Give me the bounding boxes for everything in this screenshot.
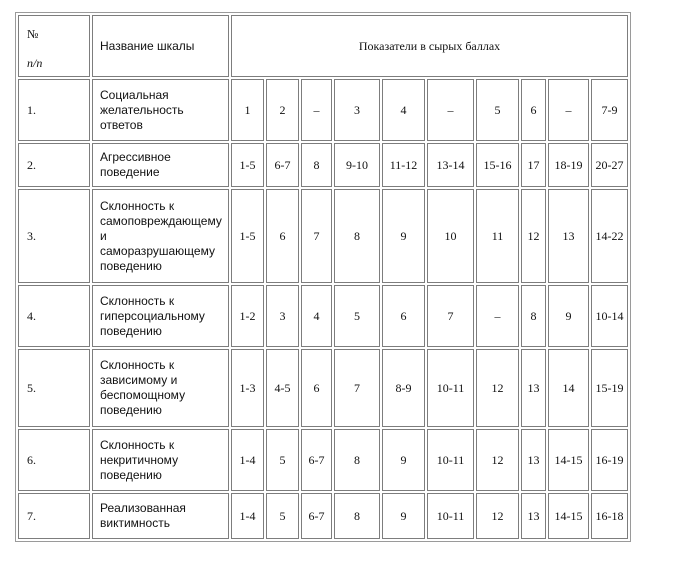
score-cell: 12 bbox=[476, 493, 519, 539]
scale-name-line: поведению bbox=[100, 467, 162, 482]
score-cell: 14-15 bbox=[548, 493, 589, 539]
score-cell: 9 bbox=[382, 189, 425, 283]
score-cell: 12 bbox=[521, 189, 546, 283]
score-cell: 20-27 bbox=[591, 143, 628, 187]
table-row bbox=[18, 285, 628, 347]
score-cell: 15-16 bbox=[476, 143, 519, 187]
score-cell: – bbox=[427, 79, 474, 141]
scale-name bbox=[92, 143, 229, 187]
scale-name bbox=[92, 79, 229, 141]
scale-name-line: желательность bbox=[100, 102, 184, 117]
score-cell: 16-19 bbox=[591, 429, 628, 491]
row-number: 6. bbox=[18, 429, 90, 491]
header-raw-scores: Показатели в сырых баллах bbox=[231, 15, 628, 77]
scale-name-line: саморазрушающему bbox=[100, 243, 215, 258]
score-cell: 5 bbox=[266, 493, 299, 539]
score-cell: 6 bbox=[301, 349, 332, 427]
score-cell: 12 bbox=[476, 429, 519, 491]
row-number: 2. bbox=[18, 143, 90, 187]
score-cell: 1-5 bbox=[231, 143, 264, 187]
score-cell: 8 bbox=[521, 285, 546, 347]
score-cell: 1-4 bbox=[231, 429, 264, 491]
score-cell: 8 bbox=[334, 189, 380, 283]
scale-name-line: Склонность к bbox=[100, 198, 175, 213]
scale-name-line: поведению bbox=[100, 258, 162, 273]
score-cell: 14 bbox=[548, 349, 589, 427]
scale-name bbox=[92, 429, 229, 491]
table-row bbox=[18, 429, 628, 491]
scale-name bbox=[92, 285, 229, 347]
scale-name-line: ответов bbox=[100, 117, 143, 132]
score-cell: 10-11 bbox=[427, 493, 474, 539]
score-cell: 9 bbox=[548, 285, 589, 347]
score-cell: 4-5 bbox=[266, 349, 299, 427]
score-cell: 9-10 bbox=[334, 143, 380, 187]
score-cell: 7 bbox=[427, 285, 474, 347]
score-cell: 9 bbox=[382, 493, 425, 539]
scale-name-line: Склонность к bbox=[100, 437, 175, 452]
score-cell: 6 bbox=[266, 189, 299, 283]
score-cell: 13 bbox=[548, 189, 589, 283]
row-number: 4. bbox=[18, 285, 90, 347]
score-cell: 17 bbox=[521, 143, 546, 187]
score-cell: – bbox=[301, 79, 332, 141]
scale-name-line: Социальная bbox=[100, 87, 169, 102]
score-cell: 3 bbox=[334, 79, 380, 141]
row-number: 3. bbox=[18, 189, 90, 283]
scale-name bbox=[92, 189, 229, 283]
score-cell: 14-22 bbox=[591, 189, 628, 283]
score-cell: 1 bbox=[231, 79, 264, 141]
table-row bbox=[18, 143, 628, 187]
score-cell: 16-18 bbox=[591, 493, 628, 539]
score-cell: 6 bbox=[382, 285, 425, 347]
score-cell: 11 bbox=[476, 189, 519, 283]
header-number-cell bbox=[18, 15, 90, 77]
scores-table bbox=[15, 12, 631, 542]
score-cell: 13 bbox=[521, 429, 546, 491]
table-row bbox=[18, 493, 628, 539]
table-row bbox=[18, 189, 628, 283]
score-cell: 1-5 bbox=[231, 189, 264, 283]
header-scale-name: Название шкалы bbox=[92, 15, 229, 77]
scores-table-container bbox=[15, 12, 631, 542]
table-body bbox=[18, 15, 628, 539]
score-cell: 3 bbox=[266, 285, 299, 347]
score-cell: 12 bbox=[476, 349, 519, 427]
row-number: 5. bbox=[18, 349, 90, 427]
scale-name-line: самоповреждающему bbox=[100, 213, 222, 228]
score-cell: 8 bbox=[334, 493, 380, 539]
score-cell: 13-14 bbox=[427, 143, 474, 187]
scale-name-line: поведение bbox=[100, 165, 160, 179]
score-cell: 13 bbox=[521, 493, 546, 539]
scale-name-line: Склонность к bbox=[100, 293, 175, 308]
header-number-symbol: № bbox=[27, 27, 39, 41]
score-cell: 8-9 bbox=[382, 349, 425, 427]
score-cell: 11-12 bbox=[382, 143, 425, 187]
scale-name-line: беспомощному bbox=[100, 388, 186, 402]
score-cell: 6-7 bbox=[301, 493, 332, 539]
score-cell: 5 bbox=[266, 429, 299, 491]
score-cell: 15-19 bbox=[591, 349, 628, 427]
score-cell: 5 bbox=[476, 79, 519, 141]
score-cell: 7 bbox=[334, 349, 380, 427]
score-cell: 6-7 bbox=[266, 143, 299, 187]
score-cell: 13 bbox=[521, 349, 546, 427]
scale-name-line: зависимому и bbox=[100, 373, 178, 387]
score-cell: 10 bbox=[427, 189, 474, 283]
score-cell: – bbox=[476, 285, 519, 347]
scale-name-line: поведению bbox=[100, 323, 162, 338]
scale-name-line: некритичному bbox=[100, 452, 179, 467]
score-cell: 5 bbox=[334, 285, 380, 347]
score-cell: 10-11 bbox=[427, 349, 474, 427]
score-cell: 8 bbox=[301, 143, 332, 187]
scale-name-line: Реализованная bbox=[100, 501, 186, 515]
score-cell: 9 bbox=[382, 429, 425, 491]
score-cell: 7 bbox=[301, 189, 332, 283]
score-cell: 6 bbox=[521, 79, 546, 141]
score-cell: 14-15 bbox=[548, 429, 589, 491]
score-cell: 7-9 bbox=[591, 79, 628, 141]
scale-name bbox=[92, 349, 229, 427]
score-cell: 4 bbox=[382, 79, 425, 141]
scale-name-line: и bbox=[100, 228, 107, 243]
score-cell: 4 bbox=[301, 285, 332, 347]
score-cell: 10-11 bbox=[427, 429, 474, 491]
score-cell: 1-3 bbox=[231, 349, 264, 427]
header-row bbox=[18, 15, 628, 77]
score-cell: 6-7 bbox=[301, 429, 332, 491]
score-cell: 2 bbox=[266, 79, 299, 141]
score-cell: 18-19 bbox=[548, 143, 589, 187]
scale-name-line: Склонность к bbox=[100, 358, 175, 372]
score-cell: 10-14 bbox=[591, 285, 628, 347]
score-cell: 8 bbox=[334, 429, 380, 491]
header-number-np: п/п bbox=[27, 56, 43, 70]
scale-name-line: виктимность bbox=[100, 516, 170, 530]
table-row bbox=[18, 79, 628, 141]
scale-name-line: поведению bbox=[100, 403, 162, 417]
scale-name-line: гиперсоциальному bbox=[100, 308, 205, 323]
scale-name-line: Агрессивное bbox=[100, 150, 171, 164]
table-row bbox=[18, 349, 628, 427]
score-cell: 1-2 bbox=[231, 285, 264, 347]
score-cell: 1-4 bbox=[231, 493, 264, 539]
score-cell: – bbox=[548, 79, 589, 141]
scale-name bbox=[92, 493, 229, 539]
row-number: 7. bbox=[18, 493, 90, 539]
row-number: 1. bbox=[18, 79, 90, 141]
